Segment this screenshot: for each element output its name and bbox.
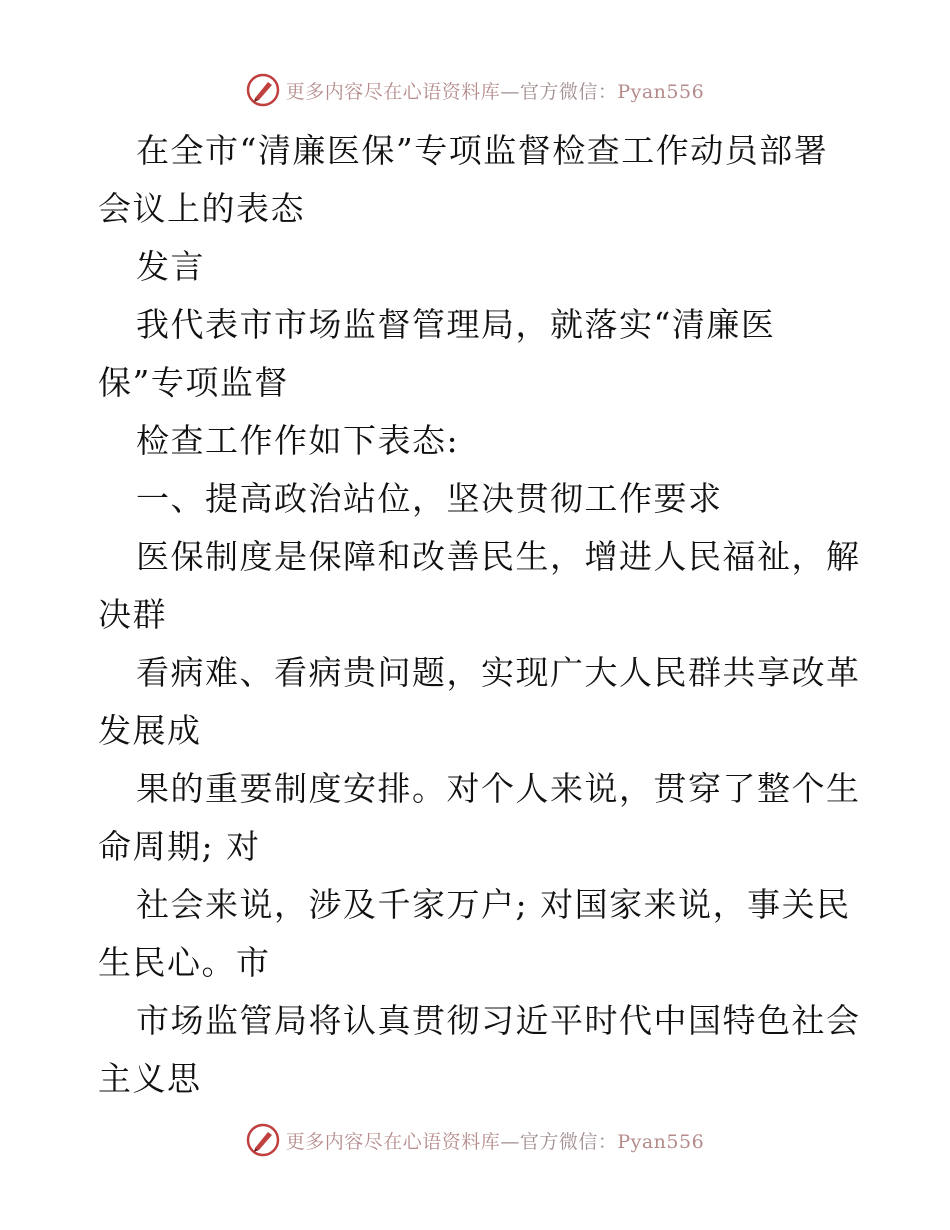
watermark-id: Pyan556: [617, 80, 705, 103]
watermark-text: [286, 1127, 704, 1154]
text-line: 医保制度是保障和改善民生，增进人民福祉，解: [136, 537, 861, 576]
text-line: 生民心。市: [98, 943, 271, 982]
watermark-header: [0, 70, 950, 110]
text-line: 主义思: [98, 1059, 202, 1098]
text-line: 看病难、看病贵问题，实现广大人民群共享改革: [136, 653, 861, 692]
watermark-separator: —官方微信：: [500, 80, 618, 103]
watermark-separator: —官方微信：: [500, 1130, 618, 1153]
text-line: 我代表市市场监督管理局，就落实“清廉医: [136, 305, 776, 344]
text-line: 决群: [98, 595, 167, 634]
pen-logo-icon: [246, 73, 280, 107]
watermark-id: Pyan556: [617, 1130, 705, 1153]
text-line: 市场监管局将认真贯彻习近平时代中国特色社会: [136, 1001, 861, 1040]
watermark-main: 更多内容尽在心语资料库: [285, 80, 501, 103]
text-line: 在全市“清廉医保”专项监督检查工作动员部署: [136, 131, 829, 170]
text-line: 一、提高政治站位，坚决贯彻工作要求: [136, 479, 723, 518]
text-line: 果的重要制度安排。对个人来说，贯穿了整个生: [136, 769, 861, 808]
text-line: 会议上的表态: [98, 189, 305, 228]
pen-logo-icon: [246, 1123, 280, 1157]
text-line: 社会来说，涉及千家万户; 对国家来说，事关民: [136, 885, 851, 924]
document-body: [98, 122, 861, 1108]
text-line: 检查工作作如下表态:: [136, 421, 460, 460]
text-line: 发展成: [98, 711, 202, 750]
text-line: 命周期; 对: [98, 827, 261, 866]
text-line: 发言: [136, 247, 205, 286]
watermark-main: 更多内容尽在心语资料库: [285, 1130, 501, 1153]
watermark-footer: [0, 1120, 950, 1160]
text-line: 保”专项监督: [98, 363, 289, 402]
watermark-text: [286, 77, 704, 104]
